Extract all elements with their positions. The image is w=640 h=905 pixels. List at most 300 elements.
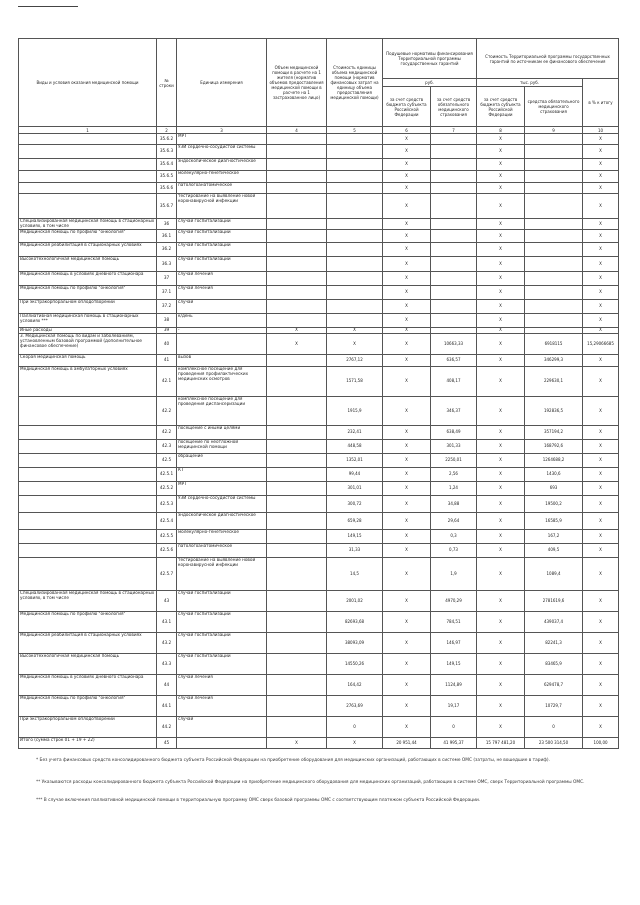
col-line: 43 <box>157 591 177 612</box>
col-unit-cost <box>327 257 383 272</box>
col-per-capita-oms <box>431 194 477 219</box>
header-col1: Виды и условия оказания медицинской помощи <box>19 39 157 127</box>
col-cost-pct: X <box>583 272 619 286</box>
col-cost-oms: 346299,3 <box>525 355 583 367</box>
col-per-capita-budget: X <box>383 230 431 243</box>
col-unit-cost: 659,28 <box>327 513 383 530</box>
col-cost-budget: X <box>477 314 525 328</box>
col-line: 35.6.7 <box>157 194 177 219</box>
col-unit: случай госпитализации <box>177 219 267 230</box>
col-line: 38 <box>157 314 177 328</box>
col-name <box>19 134 157 145</box>
col-cost-budget: X <box>477 454 525 468</box>
col-name: Специализированная медицинская помощь в стационарных условиях, в том числе <box>19 591 157 612</box>
colnum: 4 <box>267 127 327 134</box>
col-name <box>19 159 157 171</box>
col-volume <box>267 397 327 426</box>
col-name <box>19 544 157 558</box>
colnum: 7 <box>431 127 477 134</box>
col-line: 35.6.2 <box>157 134 177 145</box>
col-unit-cost <box>327 272 383 286</box>
col-per-capita-oms: 1,9 <box>431 558 477 591</box>
col-unit: случай <box>177 717 267 738</box>
col-cost-oms <box>525 183 583 194</box>
col-name <box>19 513 157 530</box>
col-unit-cost: 2001,02 <box>327 591 383 612</box>
col-per-capita-budget: X <box>383 696 431 717</box>
col-per-capita-budget: X <box>383 454 431 468</box>
col-name: Медицинская реабилитация в стационарных условиях <box>19 243 157 257</box>
col-cost-budget: X <box>477 230 525 243</box>
col-line: 35.6.4 <box>157 159 177 171</box>
col-line: 42.5.2 <box>157 482 177 496</box>
col-cost-budget: X <box>477 328 525 334</box>
col-cost-budget: X <box>477 591 525 612</box>
col-cost-budget: X <box>477 482 525 496</box>
col-per-capita-oms: 34,88 <box>431 496 477 513</box>
col-unit-cost: 0 <box>327 717 383 738</box>
col-unit: посещение с иными целями <box>177 426 267 440</box>
col-cost-oms: 629478,7 <box>525 675 583 696</box>
col-line: 42.5.1 <box>157 468 177 482</box>
table-row <box>19 717 619 738</box>
col-unit: обращение <box>177 454 267 468</box>
table-row <box>19 194 619 219</box>
col-unit-cost: 31,33 <box>327 544 383 558</box>
col-name: Медицинская помощь в условиях дневного стационара <box>19 675 157 696</box>
col-cost-pct: 15,29066685 <box>583 334 619 355</box>
col-cost-pct: X <box>583 591 619 612</box>
col-per-capita-budget: X <box>383 440 431 454</box>
col-unit-cost <box>327 134 383 145</box>
col-cost-pct: X <box>583 397 619 426</box>
col-line: 35.6.3 <box>157 145 177 159</box>
col-cost-pct: X <box>583 633 619 654</box>
col-unit-cost: 1352,01 <box>327 454 383 468</box>
col-unit: УЗИ сердечно-сосудистой системы <box>177 496 267 513</box>
col-per-capita-oms: 2250,01 <box>431 454 477 468</box>
col-unit-cost: X <box>327 738 383 749</box>
header-pct: в % к итогу <box>583 79 619 127</box>
col-cost-budget: X <box>477 257 525 272</box>
col-volume <box>267 468 327 482</box>
col-cost-oms <box>525 230 583 243</box>
col-cost-pct: X <box>583 482 619 496</box>
col-unit-cost: 300,72 <box>327 496 383 513</box>
table-row <box>19 440 619 454</box>
col-per-capita-oms <box>431 145 477 159</box>
col-per-capita-budget: 20 951,44 <box>383 738 431 749</box>
col-cost-oms <box>525 300 583 314</box>
col-cost-budget: X <box>477 134 525 145</box>
col-cost-pct: X <box>583 426 619 440</box>
col-line: 40 <box>157 334 177 355</box>
colnum: 1 <box>19 127 157 134</box>
table-row <box>19 544 619 558</box>
col-volume <box>267 243 327 257</box>
table-row <box>19 243 619 257</box>
col-volume <box>267 513 327 530</box>
col-name: Медицинская помощь в амбулаторных условиях <box>19 367 157 397</box>
col-per-capita-budget: X <box>383 159 431 171</box>
col-unit: эндоскопическое диагностическое <box>177 513 267 530</box>
col-volume <box>267 440 327 454</box>
col-line: 42.1 <box>157 367 177 397</box>
col-cost-pct: X <box>583 544 619 558</box>
col-line: 43.2 <box>157 633 177 654</box>
col-cost-budget: X <box>477 440 525 454</box>
header-rub: руб. <box>383 79 477 87</box>
col-volume <box>267 544 327 558</box>
col-name <box>19 558 157 591</box>
col-per-capita-oms: 301,33 <box>431 440 477 454</box>
col-per-capita-budget: X <box>383 243 431 257</box>
col-unit-cost <box>327 171 383 183</box>
col-name: Медицинская помощь в условиях дневного стационара <box>19 272 157 286</box>
program-cost-table <box>18 38 619 749</box>
col-name: Итого (сумма строк 01 + 19 + 22) <box>19 738 157 749</box>
header-col3: Единица измерения <box>177 39 267 127</box>
col-cost-oms: 83465,9 <box>525 654 583 675</box>
col-unit: тестирование на выявление новой коронавирусной инфекции <box>177 194 267 219</box>
col-unit: молекулярно-генетическое <box>177 530 267 544</box>
col-per-capita-budget: X <box>383 183 431 194</box>
col-unit-cost: 2763,69 <box>327 696 383 717</box>
col-line: 42.2 <box>157 397 177 426</box>
col-per-capita-budget: X <box>383 717 431 738</box>
table-row <box>19 272 619 286</box>
col-per-capita-oms <box>431 230 477 243</box>
col-name <box>19 440 157 454</box>
col-unit-cost: 1915,9 <box>327 397 383 426</box>
col-per-capita-oms: 29,64 <box>431 513 477 530</box>
col-per-capita-budget: X <box>383 654 431 675</box>
col-name: Медицинская реабилитация в стационарных условиях <box>19 633 157 654</box>
col-per-capita-oms: 10663,33 <box>431 334 477 355</box>
col-unit: случай лечения <box>177 286 267 300</box>
table-row <box>19 230 619 243</box>
col-line: 42.5.7 <box>157 558 177 591</box>
col-unit-cost: 82693,68 <box>327 612 383 633</box>
col-cost-oms: 0 <box>525 717 583 738</box>
col-line: 42.3 <box>157 440 177 454</box>
col-volume <box>267 717 327 738</box>
col-cost-budget: X <box>477 183 525 194</box>
col-per-capita-budget: X <box>383 426 431 440</box>
col-unit-cost <box>327 183 383 194</box>
col-unit-cost: 164,42 <box>327 675 383 696</box>
colnum: 6 <box>383 127 431 134</box>
col-unit: тестирование на выявление новой коронавирусной инфекции <box>177 558 267 591</box>
col-line: 37.1 <box>157 286 177 300</box>
footnote-3: *** В случае включения паллиативной медицинской помощи в территориальную программу ОМС сверх базовой программы ОМС с соответствующим платежом субъекта Российской Федерации. <box>36 798 481 803</box>
col-per-capita-oms <box>431 243 477 257</box>
col-per-capita-budget: X <box>383 300 431 314</box>
col-volume <box>267 633 327 654</box>
col-name: Высокотехнологичная медицинская помощь <box>19 257 157 272</box>
col-name: Медицинская помощь по профилю "онкология" <box>19 612 157 633</box>
col-cost-oms <box>525 171 583 183</box>
col-unit: случай госпитализации <box>177 243 267 257</box>
col-per-capita-oms: 1,24 <box>431 482 477 496</box>
col-per-capita-oms <box>431 159 477 171</box>
col-per-capita-oms <box>431 219 477 230</box>
col-cost-oms: 1089,4 <box>525 558 583 591</box>
colnum: 2 <box>157 127 177 134</box>
col-cost-pct: X <box>583 513 619 530</box>
col-cost-budget: X <box>477 145 525 159</box>
table-row <box>19 738 619 749</box>
col-cost-oms <box>525 257 583 272</box>
col-cost-pct: X <box>583 159 619 171</box>
col-line: 42.5.5 <box>157 530 177 544</box>
table-row <box>19 612 619 633</box>
col-cost-pct: X <box>583 355 619 367</box>
col-line: 44.2 <box>157 717 177 738</box>
col-volume <box>267 145 327 159</box>
table-row <box>19 145 619 159</box>
col-name <box>19 426 157 440</box>
header-col4: Объем медицинской помощи в расчете на 1 жителя (норматив объемов предоставления медицинской помощи в расчете на 1 застрахованное лицо) <box>267 39 327 127</box>
col-volume: X <box>267 334 327 355</box>
col-volume: X <box>267 738 327 749</box>
col-volume <box>267 272 327 286</box>
col-cost-budget: X <box>477 675 525 696</box>
col-per-capita-budget: X <box>383 558 431 591</box>
col-cost-oms <box>525 243 583 257</box>
col-line: 42.5.4 <box>157 513 177 530</box>
col-name <box>19 183 157 194</box>
table-row <box>19 591 619 612</box>
col-cost-pct: X <box>583 300 619 314</box>
col-name: Специализированная медицинская помощь в стационарных условиях, в том числе <box>19 219 157 230</box>
col-name: Медицинская помощь по профилю "онкология" <box>19 696 157 717</box>
col-per-capita-budget: X <box>383 257 431 272</box>
col-cost-oms <box>525 145 583 159</box>
col-cost-oms <box>525 272 583 286</box>
col-volume <box>267 219 327 230</box>
header-col67: Подушевые нормативы финансирования Территориальной программы государственных гарантий <box>383 39 477 79</box>
col-unit-cost <box>327 159 383 171</box>
col-unit: - <box>177 328 267 334</box>
table-row <box>19 314 619 328</box>
col-unit-cost: 448,58 <box>327 440 383 454</box>
col-cost-budget: X <box>477 612 525 633</box>
col-unit-cost: X <box>327 334 383 355</box>
col-name: При экстракорпоральном оплодотворении <box>19 300 157 314</box>
col-cost-pct: X <box>583 675 619 696</box>
table-row <box>19 134 619 145</box>
col-per-capita-oms <box>431 300 477 314</box>
col-cost-pct: X <box>583 367 619 397</box>
col-cost-budget: X <box>477 558 525 591</box>
col-cost-budget: X <box>477 496 525 513</box>
col-cost-oms: 229630,1 <box>525 367 583 397</box>
col-unit: случай госпитализации <box>177 612 267 633</box>
col-line: 42.5.3 <box>157 496 177 513</box>
col-unit: эндоскопическое диагностическое <box>177 159 267 171</box>
header-thsrub: тыс. руб. <box>477 79 583 87</box>
col-line: 37 <box>157 272 177 286</box>
col-line: 37.2 <box>157 300 177 314</box>
col-line: 39 <box>157 328 177 334</box>
table-row <box>19 219 619 230</box>
col-per-capita-budget: X <box>383 272 431 286</box>
col-unit-cost <box>327 314 383 328</box>
col-cost-budget: 15 797 481,20 <box>477 738 525 749</box>
col-per-capita-oms: 4970,29 <box>431 591 477 612</box>
col-cost-budget: X <box>477 286 525 300</box>
col-per-capita-budget: X <box>383 286 431 300</box>
col-cost-oms: 192836,5 <box>525 397 583 426</box>
col-per-capita-oms: 149,15 <box>431 654 477 675</box>
col-cost-pct: X <box>583 145 619 159</box>
col-name <box>19 397 157 426</box>
col-unit: вызов <box>177 355 267 367</box>
col-cost-budget: X <box>477 717 525 738</box>
col-cost-budget: X <box>477 654 525 675</box>
col-volume <box>267 558 327 591</box>
col-cost-pct: X <box>583 696 619 717</box>
footnote-1: * Без учета финансовых средств консолидированного бюджета субъекта Российской Федерации на приобретение оборудования для медицинских организаций, работающих в системе ОМС (затраты, не вошедшие в тариф). <box>36 758 550 763</box>
col-line: 36.3 <box>157 257 177 272</box>
table-row <box>19 633 619 654</box>
col-unit: молекулярно-генетическое <box>177 171 267 183</box>
col-per-capita-budget: X <box>383 530 431 544</box>
col-unit: КТ <box>177 468 267 482</box>
col-unit <box>177 738 267 749</box>
col-cost-budget: X <box>477 243 525 257</box>
col-cost-budget: X <box>477 513 525 530</box>
col-volume <box>267 314 327 328</box>
col-per-capita-budget: X <box>383 496 431 513</box>
col-cost-pct: X <box>583 286 619 300</box>
col-per-capita-budget: X <box>383 328 431 334</box>
table-row <box>19 696 619 717</box>
col-cost-pct: X <box>583 454 619 468</box>
col-per-capita-budget: X <box>383 397 431 426</box>
col-cost-oms: 693 <box>525 482 583 496</box>
colnum: 9 <box>525 127 583 134</box>
col-unit-cost <box>327 194 383 219</box>
col-per-capita-oms: 0,73 <box>431 544 477 558</box>
col-name: Иные расходы <box>19 328 157 334</box>
header-col810: Стоимость Территориальной программы государственных гарантий по источникам ее финансового обеспечения <box>477 39 619 79</box>
col-cost-pct: X <box>583 171 619 183</box>
col-per-capita-oms: 636,57 <box>431 355 477 367</box>
col-line: 41 <box>157 355 177 367</box>
col-volume <box>267 696 327 717</box>
col-volume <box>267 134 327 145</box>
col-name: Паллиативная медицинская помощь в стационарных условиях *** <box>19 314 157 328</box>
col-name <box>19 530 157 544</box>
col-per-capita-oms <box>431 183 477 194</box>
col-cost-oms: 439037,4 <box>525 612 583 633</box>
col-unit-cost: X <box>327 328 383 334</box>
col-unit-cost: 99,44 <box>327 468 383 482</box>
col-unit-cost: 14,5 <box>327 558 383 591</box>
col-per-capita-oms <box>431 171 477 183</box>
col-cost-pct: X <box>583 468 619 482</box>
col-cost-budget: X <box>477 300 525 314</box>
col-name <box>19 496 157 513</box>
col-volume <box>267 286 327 300</box>
header-src-budget2: за счет средств бюджета субъекта Российской Федерации <box>477 87 525 127</box>
table-row <box>19 286 619 300</box>
col-cost-oms: 1430,6 <box>525 468 583 482</box>
col-cost-budget: X <box>477 171 525 183</box>
col-unit: комплексное посещение для проведения диспансеризации <box>177 397 267 426</box>
col-unit-cost: 232,41 <box>327 426 383 440</box>
col-unit: случай лечения <box>177 696 267 717</box>
col-unit: МРТ <box>177 482 267 496</box>
col-line: 44 <box>157 675 177 696</box>
col-cost-budget: X <box>477 272 525 286</box>
col-volume <box>267 257 327 272</box>
table-row <box>19 454 619 468</box>
col-volume <box>267 183 327 194</box>
col-cost-oms <box>525 314 583 328</box>
col-unit-cost: 14550,26 <box>327 654 383 675</box>
col-per-capita-budget: X <box>383 334 431 355</box>
col-volume <box>267 454 327 468</box>
col-cost-pct: X <box>583 717 619 738</box>
colnum: 10 <box>583 127 619 134</box>
col-cost-oms: 357194,2 <box>525 426 583 440</box>
col-cost-pct: 100,00 <box>583 738 619 749</box>
col-cost-pct: X <box>583 257 619 272</box>
col-cost-oms: 168792,6 <box>525 440 583 454</box>
col-unit: случай госпитализации <box>177 633 267 654</box>
col-cost-oms <box>525 194 583 219</box>
col-unit: случай лечения <box>177 675 267 696</box>
col-cost-pct: X <box>583 134 619 145</box>
col-cost-budget: X <box>477 397 525 426</box>
col-cost-pct: X <box>583 183 619 194</box>
colnum: 5 <box>327 127 383 134</box>
col-cost-pct: X <box>583 440 619 454</box>
col-cost-pct: X <box>583 612 619 633</box>
col-per-capita-oms <box>431 272 477 286</box>
col-volume <box>267 159 327 171</box>
col-per-capita-oms: 1124,89 <box>431 675 477 696</box>
col-per-capita-oms <box>431 314 477 328</box>
col-cost-budget: X <box>477 334 525 355</box>
header-col5: Стоимость единицы объема медицинской помощи (норматив финансовых затрат на единицу объема предоставления медицинской помощи) <box>327 39 383 127</box>
col-unit: комплексное посещение для проведения профилактических медицинских осмотров <box>177 367 267 397</box>
col-per-capita-budget: X <box>383 513 431 530</box>
col-cost-pct: X <box>583 230 619 243</box>
table-row <box>19 159 619 171</box>
col-name: Медицинская помощь по профилю "онкология" <box>19 286 157 300</box>
col-per-capita-oms: 19,17 <box>431 696 477 717</box>
col-per-capita-oms <box>431 257 477 272</box>
col-per-capita-budget: X <box>383 591 431 612</box>
col-cost-oms <box>525 286 583 300</box>
table-row <box>19 257 619 272</box>
table-row <box>19 482 619 496</box>
col-per-capita-budget: X <box>383 145 431 159</box>
col-cost-budget: X <box>477 696 525 717</box>
col-volume <box>267 171 327 183</box>
col-per-capita-budget: X <box>383 544 431 558</box>
col-cost-budget: X <box>477 355 525 367</box>
col-cost-pct: X <box>583 219 619 230</box>
col-unit: случай лечения <box>177 272 267 286</box>
col-per-capita-budget: X <box>383 468 431 482</box>
col-cost-oms: 6918115 <box>525 334 583 355</box>
col-unit-cost <box>327 286 383 300</box>
